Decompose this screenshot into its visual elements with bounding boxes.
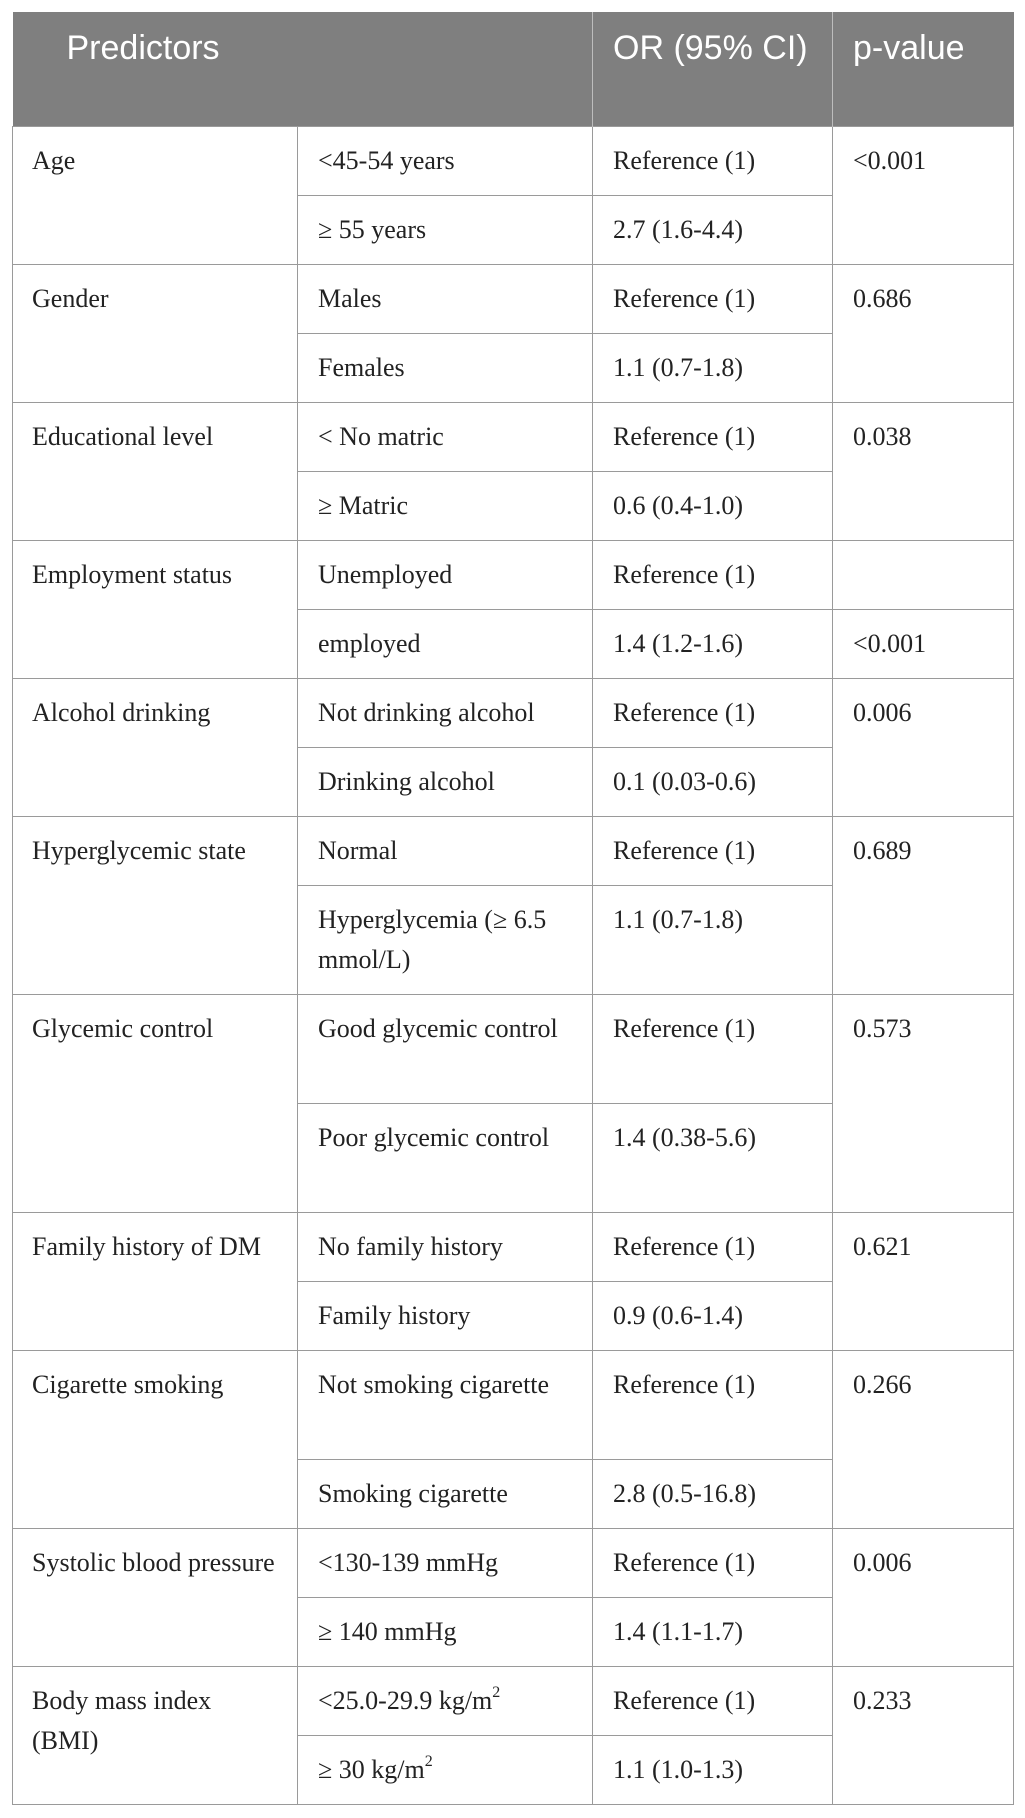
or-cell: Reference (1) (593, 1351, 833, 1460)
table-row (13, 1667, 1014, 1736)
or-cell: 1.4 (1.1-1.7) (593, 1598, 833, 1667)
predictor-cell: Body mass index (BMI) (13, 1667, 298, 1805)
or-cell: 1.1 (1.0-1.3) (593, 1736, 833, 1805)
pvalue-cell: 0.689 (833, 817, 1014, 995)
category-cell (298, 1736, 593, 1805)
category-cell: Drinking alcohol (298, 748, 593, 817)
or-cell: 1.4 (0.38-5.6) (593, 1104, 833, 1213)
or-cell: 1.1 (0.7-1.8) (593, 334, 833, 403)
pvalue-cell: 0.038 (833, 403, 1014, 541)
regression-table-container (12, 12, 1013, 1805)
pvalue-cell (833, 541, 1014, 610)
superscript: 2 (492, 1684, 501, 1702)
or-cell: Reference (1) (593, 679, 833, 748)
table-row (13, 127, 1014, 196)
predictor-cell: Employment status (13, 541, 298, 679)
or-cell: Reference (1) (593, 127, 833, 196)
or-cell: Reference (1) (593, 995, 833, 1104)
predictors-or-table (12, 12, 1014, 1805)
category-cell: Good glycemic control (298, 995, 593, 1104)
pvalue-cell: 0.006 (833, 1529, 1014, 1667)
or-cell: Reference (1) (593, 1667, 833, 1736)
category-cell: Hyperglycemia (≥ 6.5 mmol/L) (298, 886, 593, 995)
predictor-cell: Alcohol drinking (13, 679, 298, 817)
or-cell: 0.9 (0.6-1.4) (593, 1282, 833, 1351)
category-cell: Unemployed (298, 541, 593, 610)
pvalue-cell: 0.233 (833, 1667, 1014, 1805)
or-cell: 2.8 (0.5-16.8) (593, 1460, 833, 1529)
header-pvalue: p-value (833, 12, 1014, 127)
or-cell: Reference (1) (593, 403, 833, 472)
pvalue-cell: <0.001 (833, 127, 1014, 265)
table-row (13, 817, 1014, 886)
table-row (13, 995, 1014, 1104)
table-header-row (13, 12, 1014, 127)
header-or: OR (95% CI) (593, 12, 833, 127)
predictor-cell: Hyperglycemic state (13, 817, 298, 995)
category-cell: Smoking cigarette (298, 1460, 593, 1529)
table-row (13, 265, 1014, 334)
category-cell: Not drinking alcohol (298, 679, 593, 748)
table-row (13, 679, 1014, 748)
header-predictors: Predictors (13, 12, 593, 127)
category-cell: Family history (298, 1282, 593, 1351)
pvalue-cell: 0.006 (833, 679, 1014, 817)
superscript: 2 (424, 1753, 433, 1771)
predictor-cell: Gender (13, 265, 298, 403)
category-cell: < No matric (298, 403, 593, 472)
category-cell (298, 1667, 593, 1736)
category-cell: ≥ 55 years (298, 196, 593, 265)
or-cell: Reference (1) (593, 1529, 833, 1598)
or-cell: Reference (1) (593, 1213, 833, 1282)
category-cell: <130-139 mmHg (298, 1529, 593, 1598)
category-cell: Females (298, 334, 593, 403)
category-text: ≥ 30 kg/m (318, 1755, 425, 1784)
category-cell: Poor glycemic control (298, 1104, 593, 1213)
table-row (13, 1351, 1014, 1460)
category-text: <25.0-29.9 kg/m (318, 1686, 493, 1715)
predictor-cell: Family history of DM (13, 1213, 298, 1351)
or-cell: 2.7 (1.6-4.4) (593, 196, 833, 265)
category-cell: No family history (298, 1213, 593, 1282)
pvalue-cell: 0.621 (833, 1213, 1014, 1351)
category-cell: Normal (298, 817, 593, 886)
or-cell: Reference (1) (593, 541, 833, 610)
or-cell: 0.6 (0.4-1.0) (593, 472, 833, 541)
category-cell: <45-54 years (298, 127, 593, 196)
pvalue-cell: 0.573 (833, 995, 1014, 1213)
table-row (13, 1213, 1014, 1282)
table-row (13, 541, 1014, 610)
predictor-cell: Systolic blood pressure (13, 1529, 298, 1667)
category-cell: Males (298, 265, 593, 334)
pvalue-cell: 0.686 (833, 265, 1014, 403)
or-cell: Reference (1) (593, 817, 833, 886)
pvalue-cell: 0.266 (833, 1351, 1014, 1529)
or-cell: Reference (1) (593, 265, 833, 334)
predictor-cell: Age (13, 127, 298, 265)
predictor-cell: Cigarette smoking (13, 1351, 298, 1529)
predictor-cell: Glycemic control (13, 995, 298, 1213)
category-cell: ≥ Matric (298, 472, 593, 541)
category-cell: Not smoking cigarette (298, 1351, 593, 1460)
or-cell: 1.4 (1.2-1.6) (593, 610, 833, 679)
category-cell: ≥ 140 mmHg (298, 1598, 593, 1667)
predictor-cell: Educational level (13, 403, 298, 541)
pvalue-cell: <0.001 (833, 610, 1014, 679)
table-row (13, 403, 1014, 472)
or-cell: 1.1 (0.7-1.8) (593, 886, 833, 995)
or-cell: 0.1 (0.03-0.6) (593, 748, 833, 817)
table-row (13, 1529, 1014, 1598)
category-cell: employed (298, 610, 593, 679)
